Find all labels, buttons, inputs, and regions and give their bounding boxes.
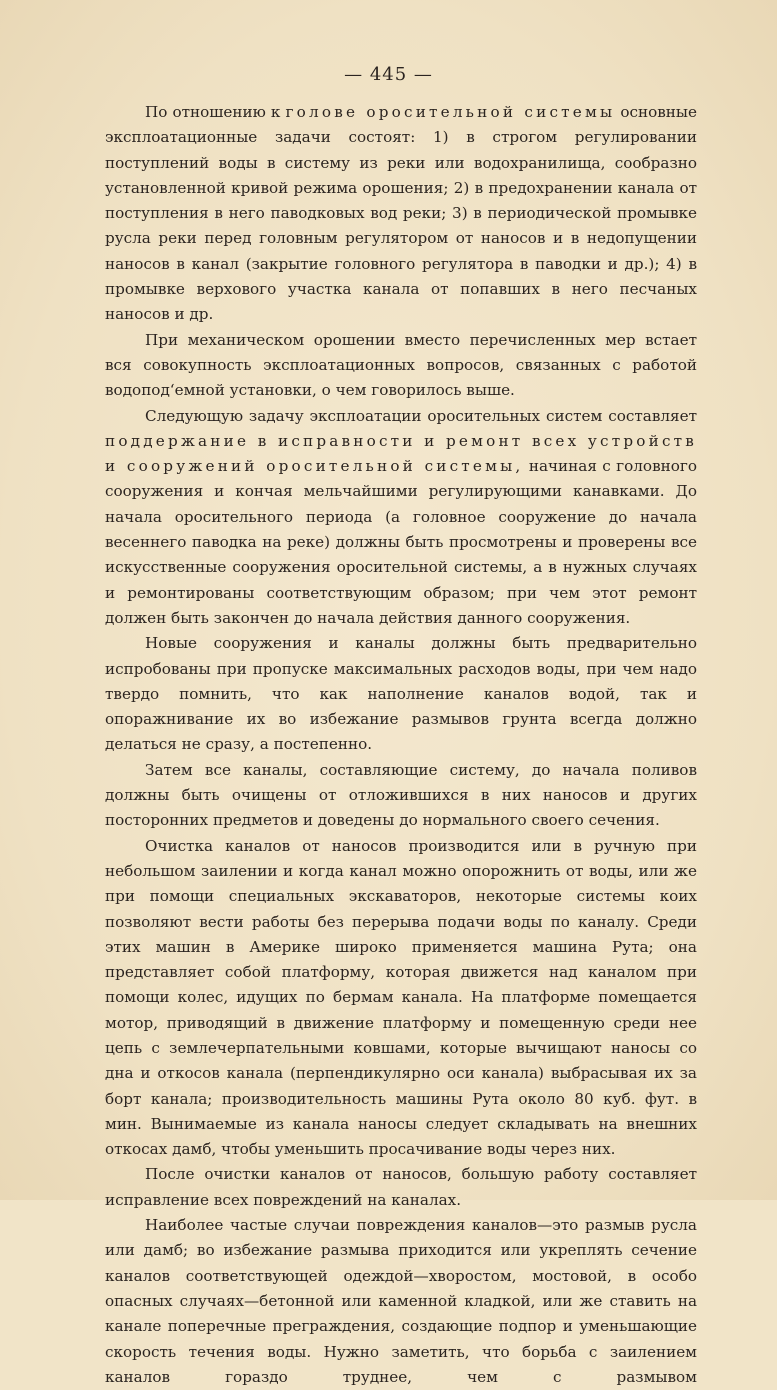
text-run: начиная с головного сооружения и кончая мельчайшими регулирующими канавками. До начала оросительного периода (а головное сооружение до начала весеннего паводка на реке) должны быть просмотрены и проверены все искусственные сооружения оросительной системы, а в нужных случаях и ремонтированы соответствующим образом; при чем этот ремонт должен быть закончен до начала действия данного сооружения. [105,457,697,627]
emphasized-text: голове оросительной системы [285,103,616,121]
paragraph [105,100,697,328]
paragraph [105,631,697,757]
text-run: Очистка каналов от наносов производится или в ручную при небольшом заилении и когда канал можно опорожнить от воды, или же при помощи специальных экскаваторов, некоторые системы коих позволяют вести работы без перерыва подачи воды по каналу. Среди этих машин в Америке широко применяется машина Рута; она представляет собой платформу, которая движется над каналом при помощи колес, идущих по бермам канала. На платформе помещается мотор, приводящий в движение платформу и помещенную среди нее цепь с землечерпательными ковшами, которые вычищают наносы со дна и откосов канала (перпендикулярно оси канала) выбрасывая их за борт канала; производительность машины Рута около 80 куб. фут. в мин. Вынимаемые из канала наносы следует складывать на внешних откосах дамб, чтобы уменьшить просачивание воды через них. [105,836,697,1159]
text-run: Следующую задачу эксплоатации оросительных систем составляет [145,406,697,425]
text-run: Наиболее частые случаи повреждения каналов—это размыв русла или дамб; во избежание размыва приходится или укреплять сечение каналов соответствующей одеждой—хворостом, мостовой, в особо опасных случаях—бетонной или каменной кладкой, или же ставить на канале поперечные преграждения, создающие подпор и уменьшающие скорость течения воды. Нужно заметить, что борьба с заилением каналов гораздо труднее, чем с размывом [105,1216,697,1386]
paragraph [105,328,697,404]
paragraph [105,834,697,1163]
page-number: — 445 — [344,64,433,85]
paragraph [105,404,697,632]
text-run: При механическом орошении вместо перечисленных мер встает вся совокупность эксплоатационных вопросов, связанных с работой водопод‘емной установки, о чем говорилось выше. [105,330,697,400]
text-run: После очистки каналов от наносов, большую работу составляет исправление всех повреждений на каналах. [105,1165,697,1209]
text-run: Новые сооружения и каналы должны быть предварительно испробованы при пропуске максимальных расходов воды, при чем надо твердо помнить, что как наполнение каналов водой, так и опоражнивание их во избежание размывов грунта всегда должно делаться не сразу, а постепенно. [105,634,697,754]
paragraph [105,1162,697,1213]
paragraph [105,1213,697,1390]
text-run: По отношению к [145,103,286,121]
text-run: Затем все каналы, составляющие систему, до начала поливов должны быть очищены от отложившихся в них наносов и других посторонних предметов и доведены до нормального своего сечения. [105,760,697,830]
text-run: основные эксплоатационные задачи состоят: 1) в строгом регулировании поступлений воды в систему из реки или водохранилища, сообразно установленной кривой режима орошения; 2) в предохранении канала от поступления в него паводковых вод реки; 3) в периодической промывке русла реки перед головным регулятором от наносов и в недопущении наносов в канал (закрытие головного регулятора в паводки и др.); 4) в промывке верхового участка канала от попавших в него песчаных наносов и др. [105,103,697,324]
paragraph [105,758,697,834]
body-text [105,100,697,1390]
emphasized-text: поддержание в исправности и ремонт всех устройств и сооружений оросительной системы, [105,431,697,476]
